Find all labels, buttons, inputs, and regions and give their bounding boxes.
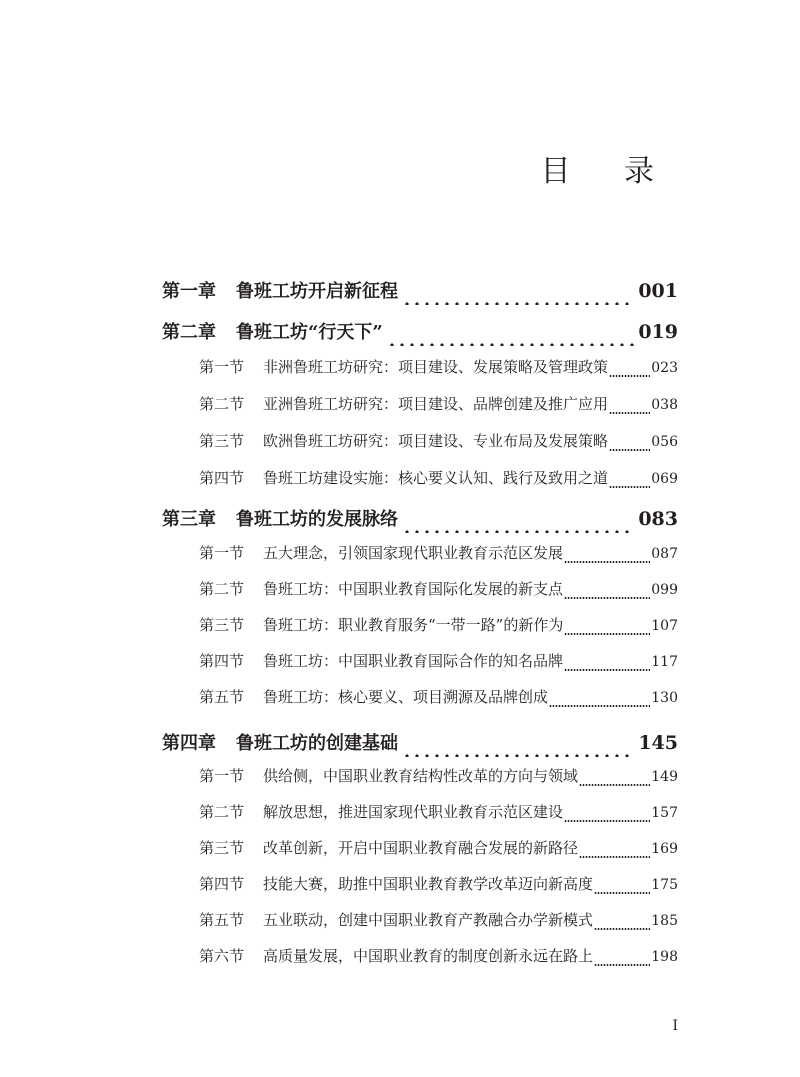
section-page-number: 056 [651, 434, 678, 450]
chapter-title: 鲁班工坊开启新征程 [236, 281, 398, 302]
section-page-number: 130 [651, 690, 678, 706]
section-label: 第四节 [199, 469, 245, 487]
toc-section-entry[interactable] [199, 613, 678, 637]
section-label: 第三节 [199, 839, 245, 857]
chapter-label: 第二章 [162, 322, 216, 343]
section-label: 第四节 [199, 875, 245, 893]
chapter-label: 第四章 [162, 733, 216, 754]
toc-section-entry[interactable] [199, 908, 678, 932]
chapter-page-number: 019 [638, 321, 678, 343]
toc-section-entry[interactable] [199, 800, 678, 824]
dot-leader [609, 478, 650, 490]
toc-section-entry[interactable] [199, 466, 678, 490]
section-label: 第五节 [199, 911, 245, 929]
section-page-number: 099 [651, 582, 678, 598]
dot-leader [564, 589, 650, 601]
dot-leader [387, 332, 635, 346]
section-title: 解放思想，推进国家现代职业教育示范区建设 [263, 803, 564, 821]
section-title: 鲁班工坊：中国职业教育国际化发展的新支点 [263, 580, 564, 598]
dot-leader [402, 519, 634, 533]
dot-leader [609, 441, 650, 453]
section-page-number: 087 [651, 546, 678, 562]
section-label: 第三节 [199, 432, 245, 450]
section-title: 高质量发展，中国职业教育的制度创新永远在路上 [263, 947, 594, 965]
section-page-number: 198 [651, 949, 678, 965]
toc-section-entry[interactable] [199, 836, 678, 860]
section-page-number: 069 [651, 471, 678, 487]
dot-leader [564, 661, 650, 673]
dot-leader [579, 848, 650, 860]
chapter-page-number: 083 [638, 508, 678, 530]
dot-leader [549, 697, 650, 709]
chapter-title: 鲁班工坊“行天下” [236, 322, 383, 343]
section-label: 第四节 [199, 652, 245, 670]
section-title: 亚洲鲁班工坊研究：项目建设、品牌创建及推广应用 [263, 395, 609, 413]
section-label: 第五节 [199, 688, 245, 706]
dot-leader [564, 812, 650, 824]
toc-section-entry[interactable] [199, 764, 678, 788]
dot-leader [579, 776, 650, 788]
chapter-title: 鲁班工坊的创建基础 [236, 733, 398, 754]
dot-leader [402, 291, 634, 305]
toc-chapter-entry[interactable] [162, 729, 678, 757]
dot-leader [609, 367, 650, 379]
dot-leader [609, 404, 650, 416]
toc-chapter-entry[interactable] [162, 318, 678, 346]
chapter-label: 第三章 [162, 509, 216, 530]
section-page-number: 169 [651, 841, 678, 857]
toc-chapter-entry[interactable] [162, 277, 678, 305]
dot-leader [594, 884, 650, 896]
section-page-number: 038 [651, 397, 678, 413]
toc-section-entry[interactable] [199, 355, 678, 379]
section-label: 第二节 [199, 803, 245, 821]
dot-leader [594, 956, 650, 968]
section-title: 技能大赛，助推中国职业教育教学改革迈向新高度 [263, 875, 594, 893]
section-title: 鲁班工坊：核心要义、项目溯源及品牌创成 [263, 688, 549, 706]
section-title: 鲁班工坊建设实施：核心要义认知、践行及致用之道 [263, 469, 609, 487]
section-title: 非洲鲁班工坊研究：项目建设、发展策略及管理政策 [263, 358, 609, 376]
section-title: 鲁班工坊：中国职业教育国际合作的知名品牌 [263, 652, 564, 670]
dot-leader [564, 553, 650, 565]
chapter-page-number: 001 [638, 280, 678, 302]
section-label: 第二节 [199, 395, 245, 413]
dot-leader [564, 625, 650, 637]
section-page-number: 107 [651, 618, 678, 634]
section-title: 供给侧，中国职业教育结构性改革的方向与领域 [263, 767, 579, 785]
section-label: 第一节 [199, 544, 245, 562]
section-label: 第三节 [199, 616, 245, 634]
page-folio: I [672, 1018, 678, 1034]
chapter-title: 鲁班工坊的发展脉络 [236, 509, 398, 530]
section-label: 第一节 [199, 358, 245, 376]
section-page-number: 117 [651, 654, 678, 670]
section-title: 五业联动，创建中国职业教育产教融合办学新模式 [263, 911, 594, 929]
chapter-page-number: 145 [638, 732, 678, 754]
toc-section-entry[interactable] [199, 944, 678, 968]
section-page-number: 175 [651, 877, 678, 893]
toc-section-entry[interactable] [199, 872, 678, 896]
toc-section-entry[interactable] [199, 685, 678, 709]
section-label: 第二节 [199, 580, 245, 598]
section-label: 第一节 [199, 767, 245, 785]
section-page-number: 149 [651, 769, 678, 785]
toc-section-entry[interactable] [199, 392, 678, 416]
toc-section-entry[interactable] [199, 429, 678, 453]
toc-title: 目 录 [540, 154, 676, 189]
toc-section-entry[interactable] [199, 649, 678, 673]
section-title: 欧洲鲁班工坊研究：项目建设、专业布局及发展策略 [263, 432, 609, 450]
section-page-number: 023 [651, 360, 678, 376]
section-page-number: 185 [651, 913, 678, 929]
section-title: 鲁班工坊：职业教育服务“一带一路”的新作为 [263, 616, 564, 634]
section-label: 第六节 [199, 947, 245, 965]
section-title: 改革创新，开启中国职业教育融合发展的新路径 [263, 839, 579, 857]
toc-chapter-entry[interactable] [162, 505, 678, 533]
dot-leader [594, 920, 650, 932]
dot-leader [402, 743, 634, 757]
chapter-label: 第一章 [162, 281, 216, 302]
section-title: 五大理念，引领国家现代职业教育示范区发展 [263, 544, 564, 562]
toc-section-entry[interactable] [199, 577, 678, 601]
toc-section-entry[interactable] [199, 541, 678, 565]
section-page-number: 157 [651, 805, 678, 821]
